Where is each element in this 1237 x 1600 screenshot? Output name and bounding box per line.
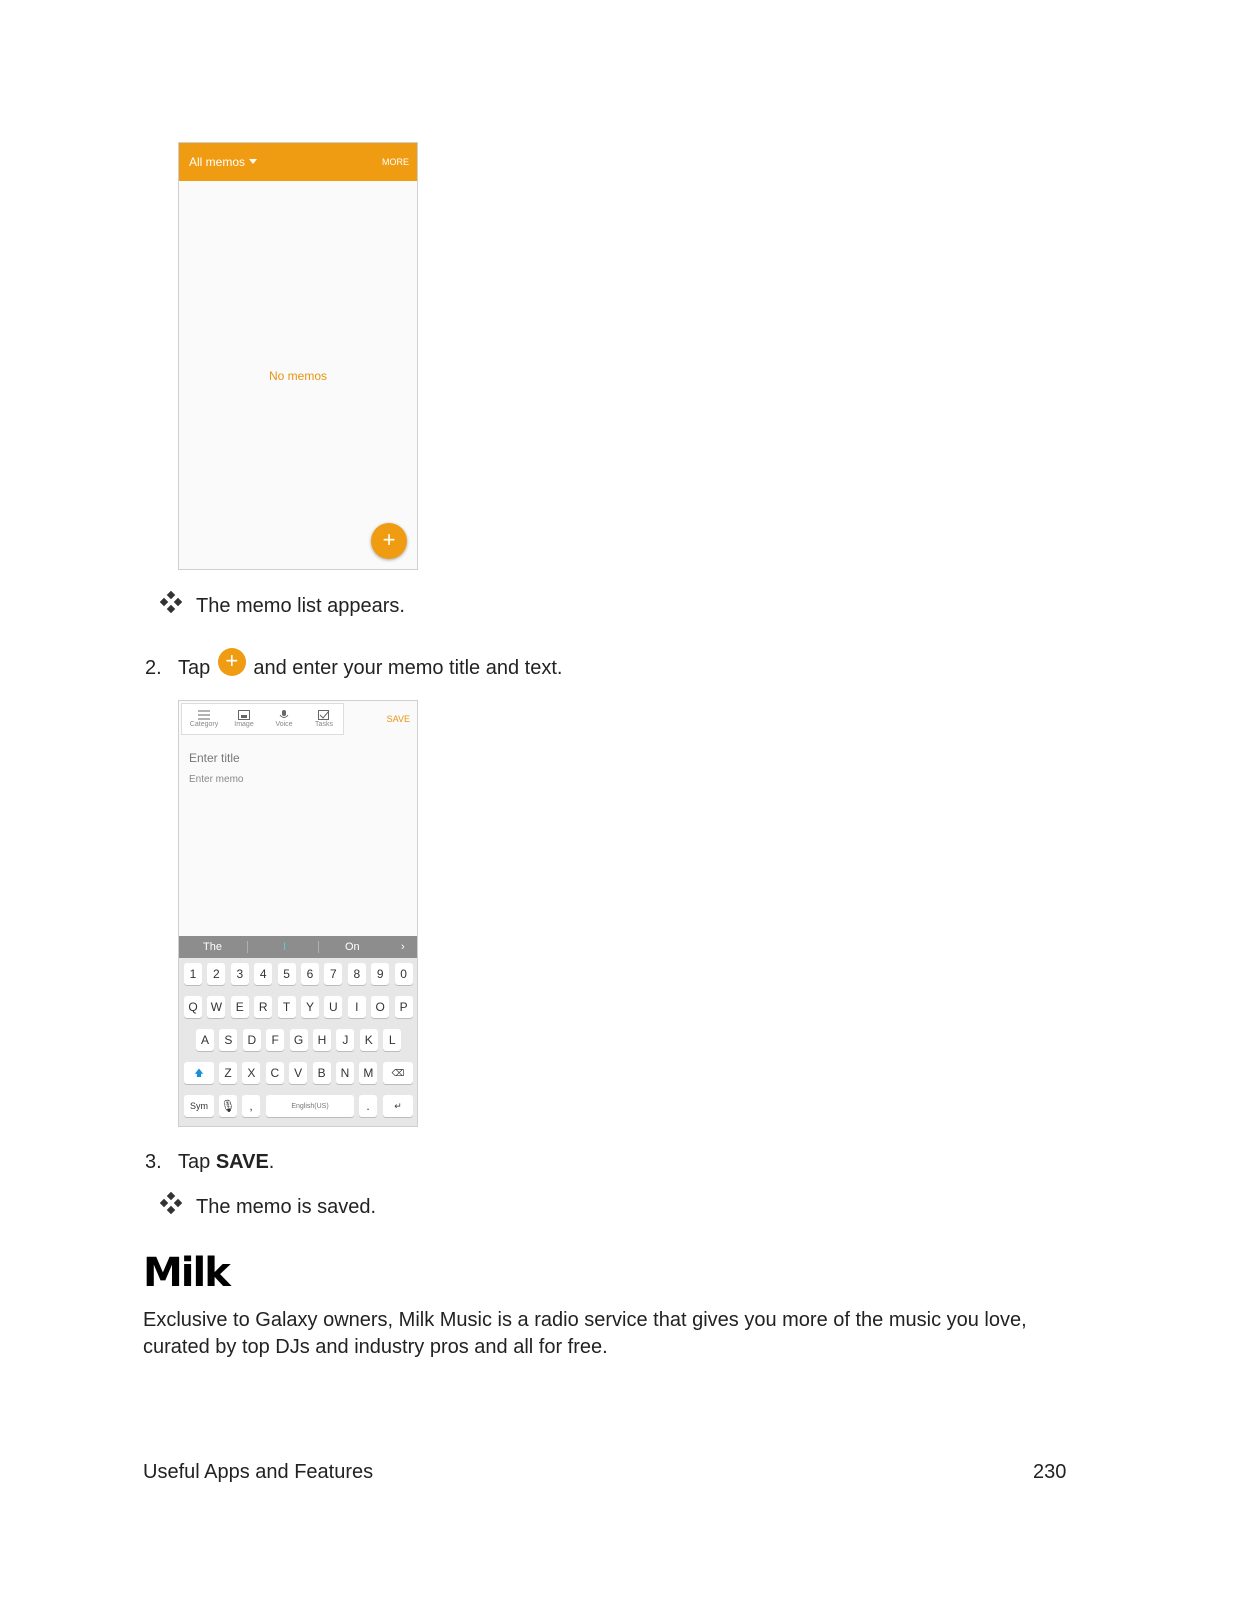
image-tool[interactable] [224,706,264,728]
key-k[interactable]: K [360,1029,378,1051]
key-1[interactable]: 1 [184,963,202,985]
suggestion-divider [318,941,319,953]
memo-app-bar [179,143,417,181]
plus-icon: + [218,648,246,676]
milk-description: Exclusive to Galaxy owners, Milk Music is a radio service that gives you more of the music you love, curated by top DJs and industry pros and all for free. [143,1309,1027,1358]
category-tool[interactable] [184,706,224,728]
suggestion-divider [247,941,248,953]
step-2 [145,648,562,680]
save-button[interactable]: SAVE [386,714,410,724]
no-memos-text: No memos [268,369,327,383]
footer-section: Useful Apps and Features [143,1461,374,1483]
step-text-before: Tap [178,657,211,679]
suggestion-the[interactable]: The [203,941,222,953]
keyboard [179,936,417,1127]
caret-down-icon [249,159,257,164]
sym-key[interactable]: Sym [184,1095,214,1117]
chevron-right-icon[interactable]: › [401,941,405,953]
enter-key[interactable]: ↵ [383,1095,413,1117]
key-j[interactable]: J [336,1029,354,1051]
diamond-bullet-icon [160,1192,182,1214]
key-p[interactable]: P [395,996,413,1018]
key-q[interactable]: Q [184,996,202,1018]
key-o[interactable]: O [371,996,389,1018]
key-b[interactable]: B [313,1062,331,1084]
suggestion-i[interactable]: I [283,941,287,953]
microphone-icon [278,710,290,720]
key-3[interactable]: 3 [231,963,249,985]
step-text-after: and enter your memo title and text. [253,657,563,679]
key-d[interactable]: D [243,1029,261,1051]
key-i[interactable]: I [348,996,366,1018]
key-m[interactable]: M [359,1062,377,1084]
voice-tool[interactable] [264,706,304,728]
step-number: 3. [145,1151,162,1173]
key-x[interactable]: X [242,1062,260,1084]
key-9[interactable]: 9 [371,963,389,985]
memo-list-screenshot [178,142,418,570]
key-4[interactable]: 4 [254,963,272,985]
suggestion-on[interactable]: On [345,941,360,953]
image-icon [238,710,250,720]
page-number: 230 [1033,1461,1067,1483]
all-memos-dropdown[interactable]: All memos [189,155,257,169]
suggestion-bar [179,936,417,958]
space-key[interactable]: English(US) [266,1095,354,1117]
bullet-memo-list-appears: The memo list appears. [196,595,405,617]
key-h[interactable]: H [313,1029,331,1051]
key-g[interactable]: G [290,1029,308,1051]
key-6[interactable]: 6 [301,963,319,985]
save-keyword: SAVE [215,1151,269,1173]
key-2[interactable]: 2 [207,963,225,985]
microphone-icon[interactable]: 🎙 [219,1095,237,1117]
checkbox-icon [318,710,330,720]
key-v[interactable]: V [289,1062,307,1084]
key-z[interactable]: Z [219,1062,237,1084]
key-f[interactable]: F [266,1029,284,1051]
step-3 [145,1151,274,1174]
tasks-label: Tasks [315,721,333,728]
memo-editor-screenshot [178,700,418,1127]
bullet-memo-saved: The memo is saved. [196,1196,377,1218]
key-s[interactable]: S [219,1029,237,1051]
key-u[interactable]: U [324,996,342,1018]
comma-key[interactable]: , [242,1095,260,1117]
key-5[interactable]: 5 [278,963,296,985]
add-memo-button[interactable]: + [371,523,407,559]
image-label: Image [234,721,254,728]
memo-input[interactable]: Enter memo [189,774,244,785]
step-text-after: . [268,1151,275,1173]
backspace-key[interactable]: ⌫ [383,1062,413,1084]
category-label: Category [189,721,219,728]
step-number: 2. [145,657,162,679]
section-heading: Milk [143,1250,229,1296]
key-c[interactable]: C [266,1062,284,1084]
title-input[interactable]: Enter title [189,751,240,765]
more-button[interactable]: MORE [382,157,409,167]
voice-label: Voice [275,721,293,728]
step-text-before: Tap [178,1151,211,1173]
list-icon [198,710,210,720]
key-r[interactable]: R [254,996,272,1018]
shift-key[interactable]: 🡅 [184,1062,214,1084]
key-e[interactable]: E [231,996,249,1018]
diamond-bullet-icon [160,591,182,613]
key-7[interactable]: 7 [324,963,342,985]
key-8[interactable]: 8 [348,963,366,985]
key-y[interactable]: Y [301,996,319,1018]
key-a[interactable]: A [196,1029,214,1051]
period-key[interactable]: . [359,1095,377,1117]
editor-toolbar [181,703,344,735]
key-t[interactable]: T [278,996,296,1018]
key-0[interactable]: 0 [395,963,413,985]
tasks-tool[interactable] [304,706,344,728]
key-w[interactable]: W [207,996,225,1018]
key-n[interactable]: N [336,1062,354,1084]
key-l[interactable]: L [383,1029,401,1051]
